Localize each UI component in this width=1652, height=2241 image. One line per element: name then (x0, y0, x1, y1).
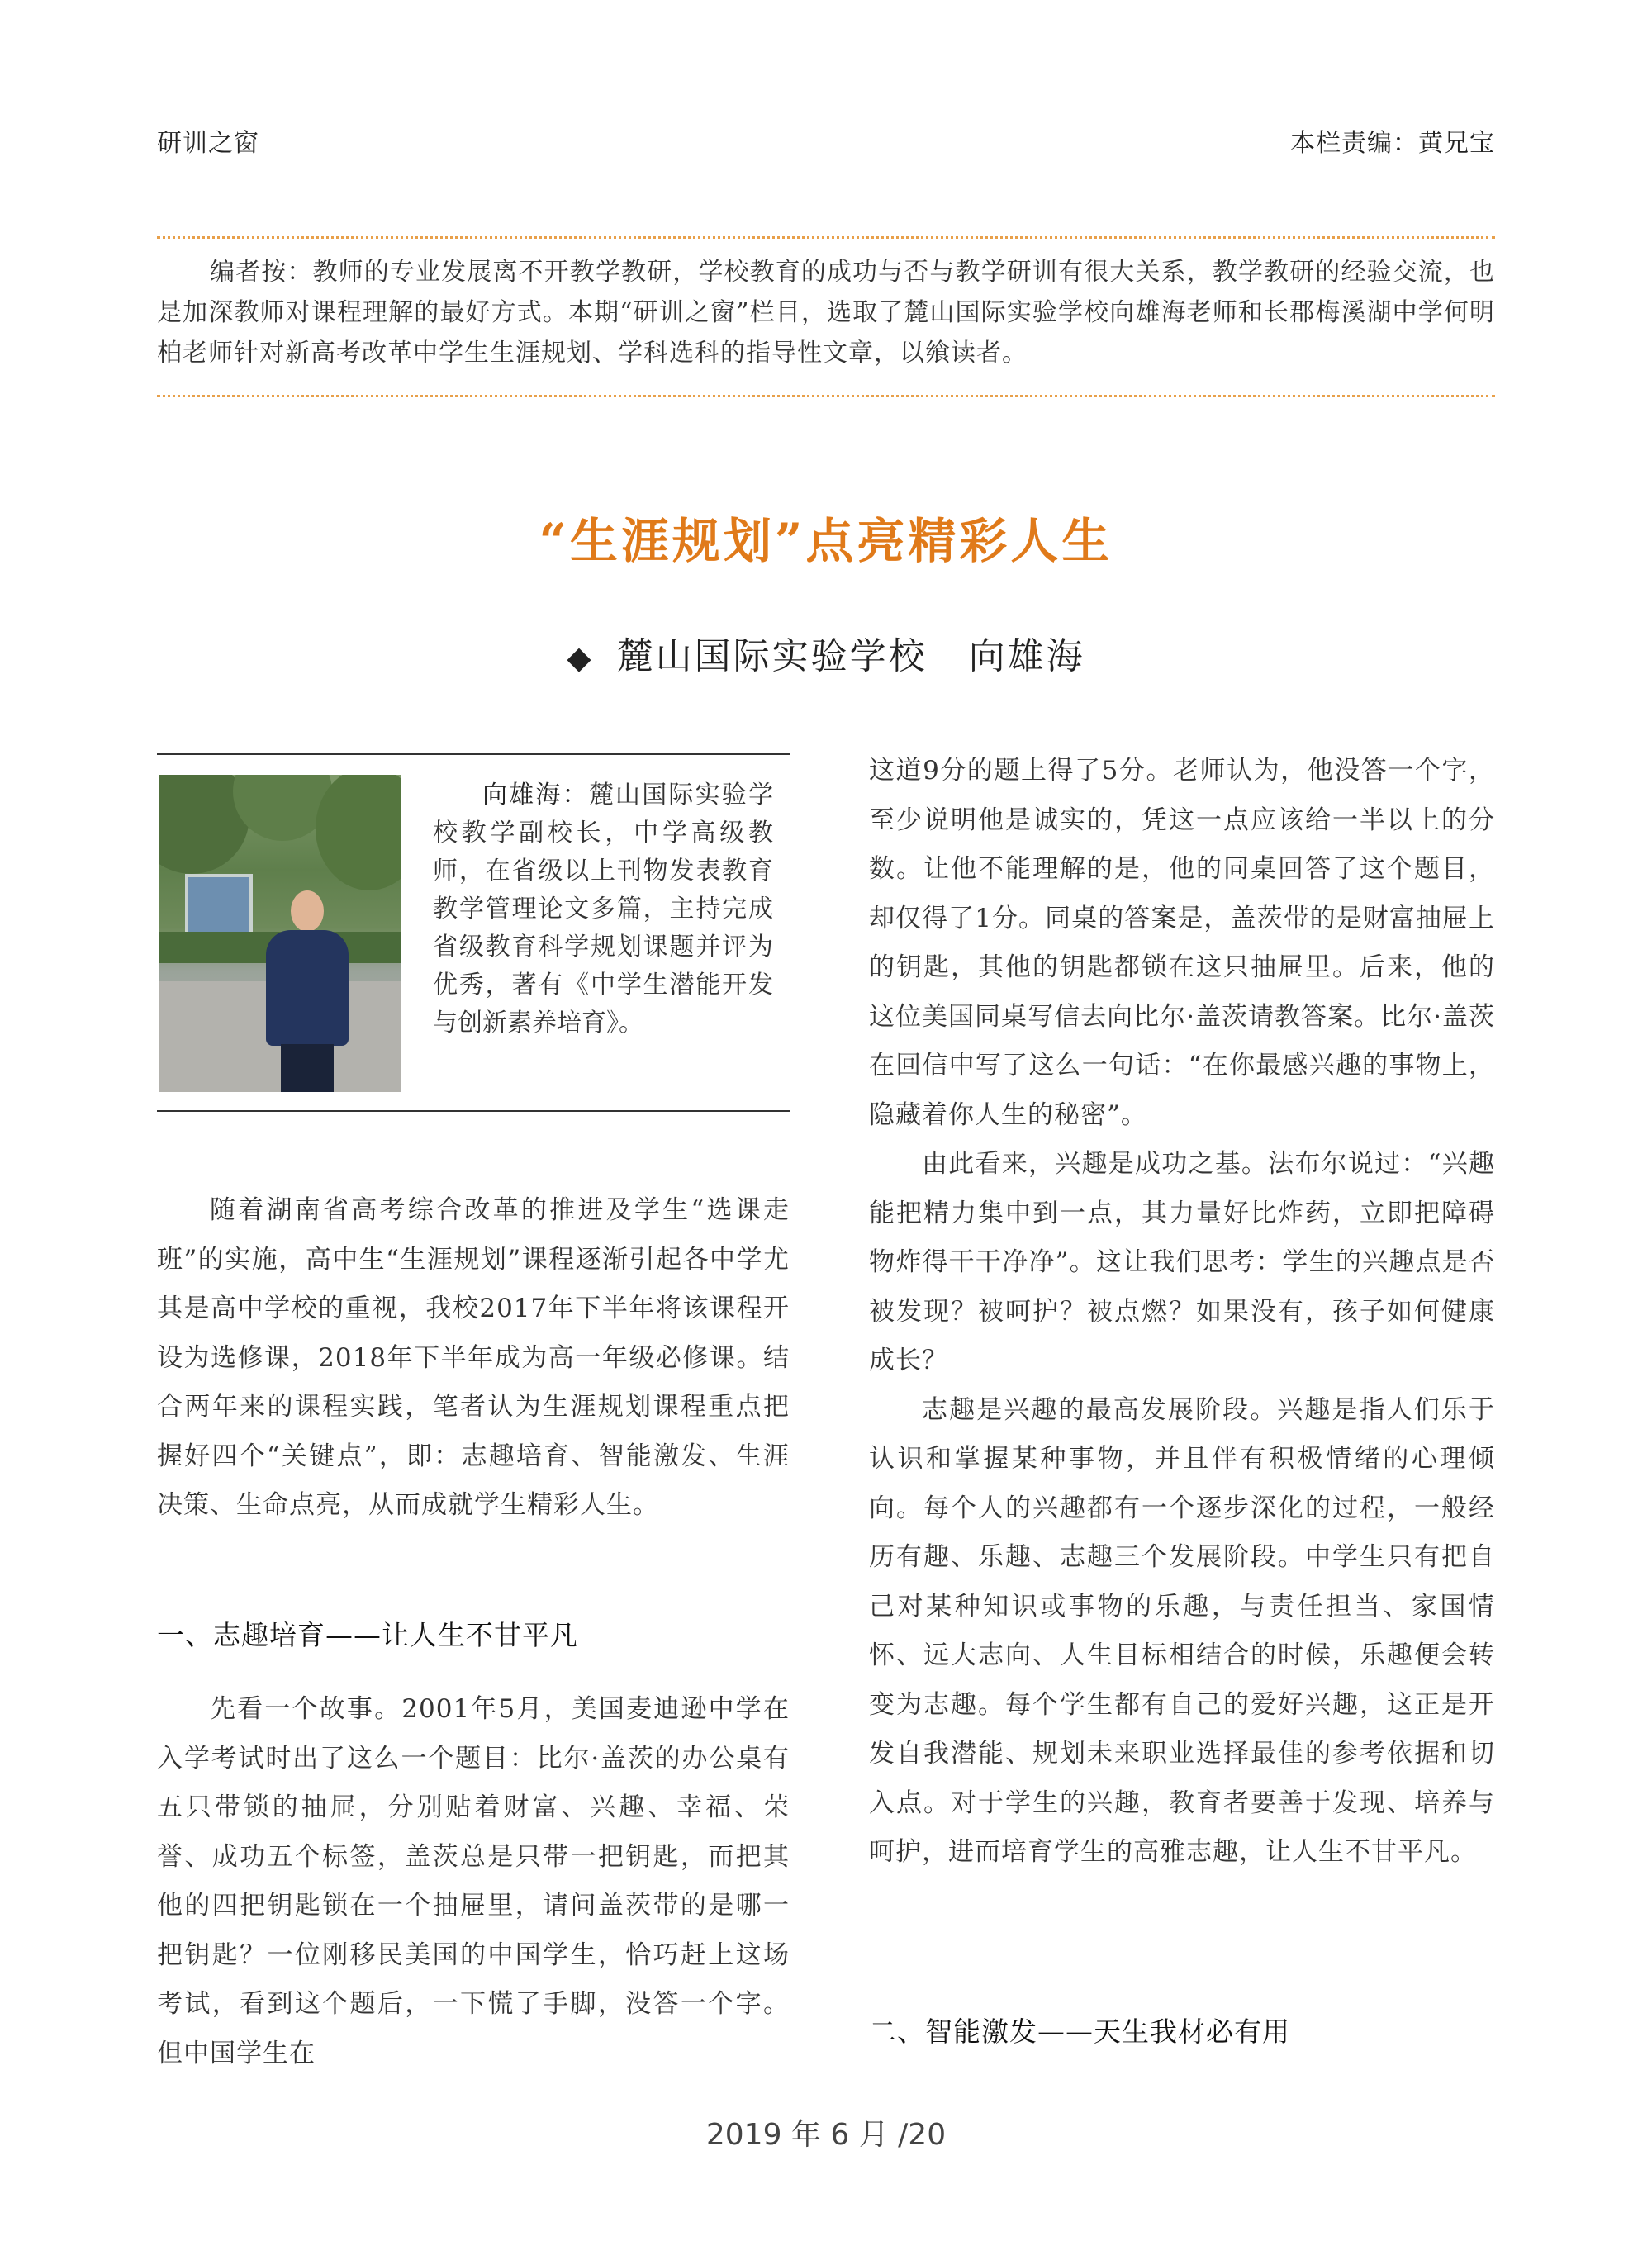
bio-text: 麓山国际实验学校教学副校长，中学高级教师，在省级以上刊物发表教育教学管理论文多篇，主持完成省级教育科学规划课题并评为优秀，著有《中学生潜能开发与创新素养培育》。 (433, 781, 774, 1037)
author-photo (159, 775, 401, 1092)
dotted-divider-top (157, 236, 1495, 239)
story-paragraph: 先看一个故事。2001年5月，美国麦迪逊中学在入学考试时出了这么一个题目：比尔·盖茨的办公桌有五只带锁的抽屉，分别贴着财富、兴趣、幸福、荣誉、成功五个标签，盖茨总是只带一把钥匙，而把其他的四把钥匙锁在一个抽屉里，请问盖茨带的是哪一把钥匙？一位刚移民美国的中国学生，恰巧赶上这场考试，看到这个题后，一下慌了手脚，没答一个字。但中国学生在 (157, 1694, 790, 2068)
left-column-heading (157, 1611, 790, 1660)
aspiration-paragraph: 志趣是兴趣的最高发展阶段。兴趣是指人们乐于认识和掌握某种事物，并且伴有积极情绪的心理倾向。每个人的兴趣都有一个逐步深化的过程，一般经历有趣、乐趣、志趣三个发展阶段。中学生只有把自己对某种知识或事物的乐趣，与责任担当、家国情怀、远大志向、人生目标相结合的时候，乐趣便会转变为志趣。每个学生都有自己的爱好兴趣，这正是开发自我潜能、规划未来职业选择最佳的参考依据和切入点。对于学生的兴趣，教育者要善于发现、培养与呵护，进而培育学生的高雅志趣，让人生不甘平凡。 (869, 1394, 1495, 1867)
story-continued-paragraph: 这道9分的题上得了5分。老师认为，他没答一个字，至少说明他是诚实的，凭这一点应该给一半以上的分数。让他不能理解的是，他的同桌回答了这个题目，却仅得了1分。同桌的答案是，盖茨带的是财富抽屉上的钥匙，其他的钥匙都锁在这只抽屉里。后来，他的这位美国同桌写信去向比尔·盖茨请教答案。比尔·盖茨在回信中写了这么一句话：“在你最感兴趣的事物上，隐藏着你人生的秘密”。 (869, 756, 1495, 1130)
bio-name: 向雄海： (482, 781, 589, 810)
dotted-divider-bottom (157, 395, 1495, 397)
right-column-heading (869, 2007, 1495, 2057)
right-column (869, 747, 1495, 1878)
left-column-story (157, 1685, 790, 2078)
editor-note: 编者按：教师的专业发展离不开教学教研，学校教育的成功与否与教学研训有很大关系，教学教研的经验交流，也是加深教师对课程理解的最好方式。本期“研训之窗”栏目，选取了麓山国际实验学校向雄海老师和长郡梅溪湖中学何明柏老师针对新高考改革中学生生涯规划、学科选科的指导性文章，以飨读者。 (157, 258, 1495, 368)
diamond-bullet-icon: ◆ (567, 639, 594, 676)
author-name: 向雄海 (968, 635, 1085, 677)
left-column-intro (157, 1186, 790, 1531)
interest-paragraph: 由此看来，兴趣是成功之基。法布尔说过：“兴趣能把精力集中到一点，其力量好比炸药，立即把障碍物炸得干干净净”。这让我们思考：学生的兴趣点是否被发现？被呵护？被点燃？如果没有，孩子如何健康成长？ (869, 1149, 1495, 1375)
author-bio-box (157, 753, 790, 1112)
column-section-label: 研训之窗 (157, 129, 259, 158)
column-editor-label: 本栏责编：黄兄宝 (1290, 129, 1495, 158)
article-byline (0, 626, 1652, 679)
article-title: “生涯规划”点亮精彩人生 (539, 513, 1113, 569)
section-heading-2: 二、智能激发——天生我材必有用 (869, 2015, 1290, 2048)
section-heading-1: 一、志趣培育——让人生不甘平凡 (157, 1619, 578, 1651)
intro-paragraph: 随着湖南省高考综合改革的推进及学生“选课走班”的实施，高中生“生涯规划”课程逐渐引起各中学尤其是高中学校的重视，我校2017年下半年将该课程开设为选修课，2018年下半年成为高一年级必修课。结合两年来的课程实践，笔者认为生涯规划课程重点把握好四个“关键点”，即：志趣培育、智能激发、生涯决策、生命点亮，从而成就学生精彩人生。 (157, 1195, 790, 1520)
page-footer: 2019 年 6 月 /20 (705, 2118, 947, 2152)
author-bio (433, 776, 773, 1042)
author-school: 麓山国际实验学校 (616, 635, 928, 677)
